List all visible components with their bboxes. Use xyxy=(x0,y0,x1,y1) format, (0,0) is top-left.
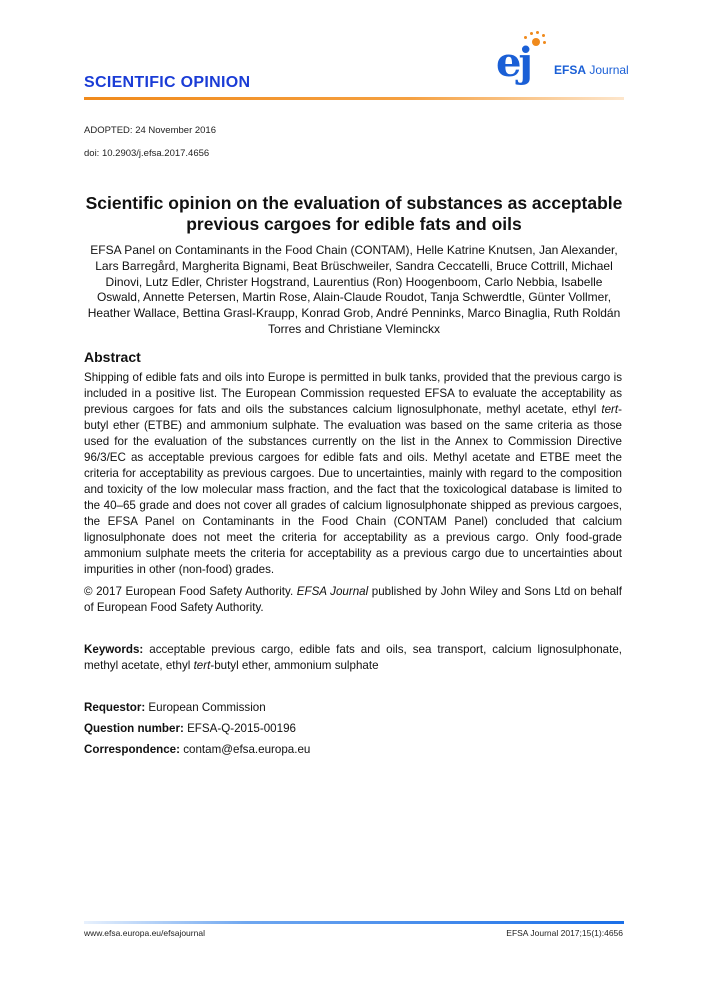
logo-text: EFSA Journal xyxy=(554,63,629,77)
keywords: Keywords: acceptable previous cargo, edible fats and oils, sea transport, calcium lignosulphonate, methyl acetate, ethyl tert-butyl ether, ammonium sulphate xyxy=(84,642,622,672)
logo-sun-icon xyxy=(532,38,540,46)
logo-star-icon xyxy=(543,41,546,44)
abstract-heading: Abstract xyxy=(84,348,141,365)
copyright-notice: © 2017 European Food Safety Authority. EFSA Journal published by John Wiley and Sons Ltd on behalf of European Food Safety Authority. xyxy=(84,584,622,614)
document-title: Scientific opinion on the evaluation of substances as acceptable previous cargoes for edible fats and oils xyxy=(85,193,623,234)
logo-star-icon xyxy=(530,32,533,35)
author-list: EFSA Panel on Contaminants in the Food Chain (CONTAM), Helle Katrine Knutsen, Jan Alexander, Lars Barregård, Margherita Bignami, Beat Brüschweiler, Sandra Ceccatelli, Bruce Cottrill, Michael Dinovi, Lutz Edler, Christer Hogstrand, Laurentius (Ron) Hoogenboom, Carlo Nebbia, Isabelle Oswald, Annette Petersen, Martin Rose, Alain-Claude Roudot, Tanja Schwerdtle, Günter Vollmer, Heather Wallace, Bettina Grasl-Kraupp, Konrad Grob, André Penninks, Marco Binaglia, Ruth Roldán Torres and Christiane Vleminckx xyxy=(87,243,621,336)
requestor: Requestor: European Commission xyxy=(84,700,266,714)
main-content xyxy=(84,193,624,763)
header-divider xyxy=(84,97,624,100)
efsa-journal-logo xyxy=(496,30,630,96)
question-number: Question number: EFSA-Q-2015-00196 xyxy=(84,721,296,735)
logo-star-icon xyxy=(536,31,539,34)
section-label: SCIENTIFIC OPINION xyxy=(84,74,251,91)
correspondence: Correspondence: contam@efsa.europa.eu xyxy=(84,742,311,756)
footer-url[interactable]: www.efsa.europa.eu/efsajournal xyxy=(84,928,205,938)
logo-star-icon xyxy=(542,34,545,37)
correspondence-email[interactable]: contam@efsa.europa.eu xyxy=(180,742,311,756)
doi: doi: 10.2903/j.efsa.2017.4656 xyxy=(84,148,210,159)
abstract-body: Shipping of edible fats and oils into Europe is permitted in bulk tanks, provided that the previous cargo is included in a positive list. The European Commission requested EFSA to evaluate the acceptability as previous cargoes for fats and oils the substances calcium lignosulphonate, methyl acetate, ethyl tert-butyl ether (ETBE) and ammonium sulphate. The evaluation was based on the same criteria as those used for the evaluation of the substances currently on the list in the Annex to Commission Directive 96/3/EC as acceptable previous cargoes for edible fats and oils. Methyl acetate and ETBE meet the criteria for acceptability as previous cargoes. Due to uncertainties, mainly with regard to the composition and toxicity of the low molecular mass fraction, and the fact that the toxicological database is limited to the 40–65 grade and does not cover all grades of calcium lignosulphonate shipped as previous cargoes, the EFSA Panel on Contaminants in the Food Chain (CONTAM Panel) concluded that calcium lignosulphonate does not meet the criteria for acceptability as a previous cargo. Only food-grade ammonium sulphate meets the criteria for acceptability as a previous cargo due to uncertainties about impurities in other (non-food) grades. xyxy=(84,370,622,576)
footer-citation: EFSA Journal 2017;15(1):4656 xyxy=(506,928,623,938)
adopted-date: ADOPTED: 24 November 2016 xyxy=(84,125,217,136)
logo-mark: ej xyxy=(496,39,530,86)
footer-divider xyxy=(84,921,624,924)
